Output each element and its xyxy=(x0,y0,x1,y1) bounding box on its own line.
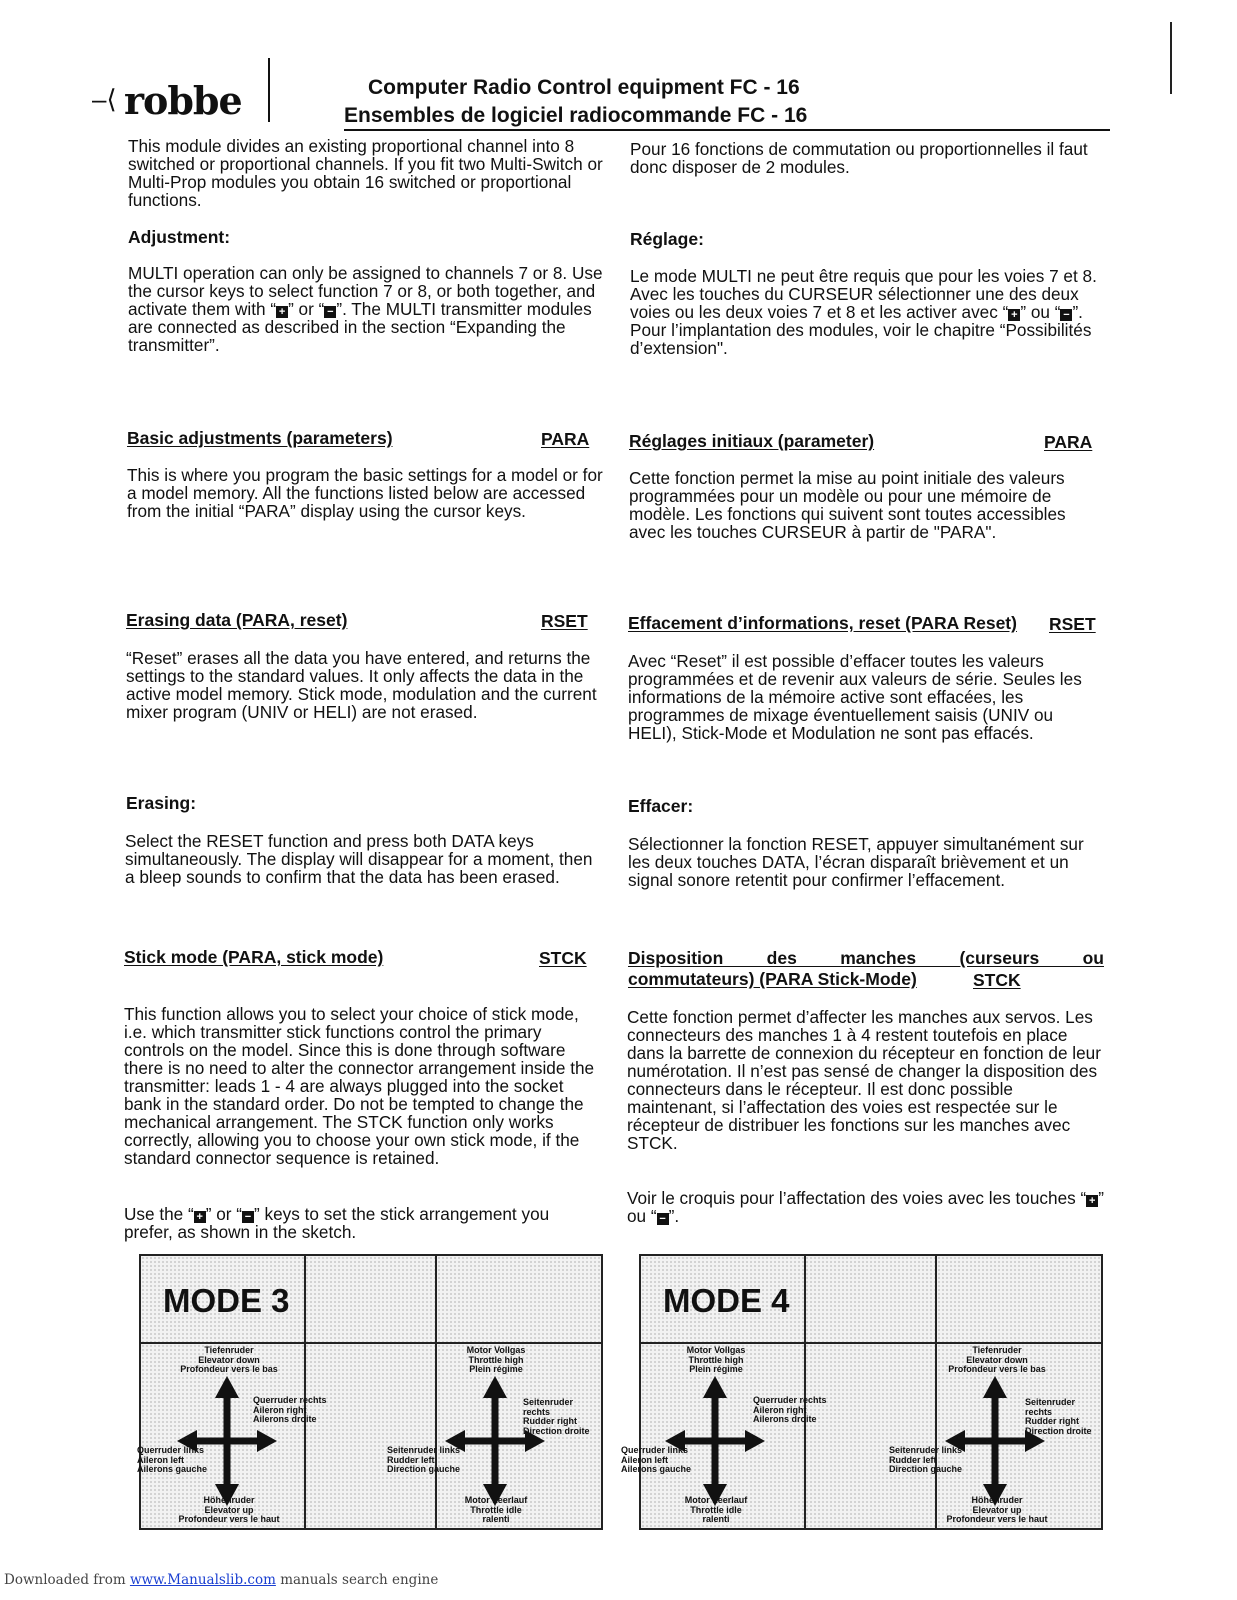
header-divider xyxy=(268,58,270,122)
header-rule xyxy=(344,129,1110,131)
en-intro: This module divides an existing proportional channel into 8 switched or proportional channels. If you fit two Multi-Switch or Multi-Prop modules you obtain 16 switched or proportional functions. xyxy=(128,136,603,210)
mode3-left-right-label: Querruder rechts Aileron right Ailerons droite xyxy=(253,1395,327,1424)
logo-mark: –⟨ xyxy=(92,84,117,114)
en-para-text: This is where you program the basic settings for a model or for a model memory. All the functions listed below are accessed from the initial “PARA” display using the cursor keys. xyxy=(127,465,603,521)
fr-effacer-text: Sélectionner la fonction RESET, appuyer simultanément sur les deux touches DATA, l’écran disparaît brièvement et un signal sonore retentit pour confirmer l’effacement. xyxy=(628,834,1084,890)
en-reset-heading: Erasing data (PARA, reset) xyxy=(126,610,348,630)
mode3-right-down-label: Motor Leerlauf Throttle idle ralenti xyxy=(464,1495,528,1524)
page-edge-mark xyxy=(1170,22,1172,94)
minus-key-icon: − xyxy=(1060,309,1072,321)
mode4-diagram xyxy=(621,1254,1103,1530)
mode4-title: MODE 4 xyxy=(663,1282,790,1319)
fr-stick-text: Cette fonction permet d’affecter les manches aux servos. Les connecteurs des manches 1 à 4 restent toutefois en place dans la barrette de connexion du récepteur en fonction de leur numérotation. Il n’est pas sensé de changer la disposition des connecteurs dans le récepteur. Il est donc possible maintenant, si l’affectation des voies est respectée sur le récepteur de distribuer les fonctions sur les manches avec STCK. xyxy=(627,1007,1101,1153)
fr-reset-text: Avec “Reset” il est possible d’effacer toutes les valeurs programmées et de revenir aux valeurs de série. Seules les informations de la mémoire active sont effacées, les programmes de mixage éventuellement saisis (UNIV ou HELI), Stick-Mode et Modulation ne sont pas effacés. xyxy=(628,651,1082,743)
minus-key-icon: − xyxy=(324,306,336,318)
mode3-left-left-label: Querruder links Aileron left Ailerons gauche xyxy=(137,1445,208,1474)
mode4-right-left-label: Seitenruder links Rudder left Direction gauche xyxy=(889,1445,963,1474)
en-use-keys-text: Use the “ + ” or “ − ” keys to set the stick arrangement you prefer, as shown in the sketch. xyxy=(124,1204,550,1242)
en-stick-code: STCK xyxy=(539,948,587,968)
fr-reglage-text: Le mode MULTI ne peut être requis que pour les voies 7 et 8. Avec les touches du CURSEUR sélectionner une des deux voies ou les deux voies 7 et 8 et les activer avec “ + ” ou “ − ”. Pour l’implantation des modules, voir le chapitre “Possibilités d’extension". xyxy=(630,266,1097,358)
en-erasing-heading: Erasing: xyxy=(126,793,197,813)
mode4-left-up-label: Motor Vollgas Throttle high Plein régime xyxy=(686,1345,746,1374)
mode4-right-right-label: Seitenruder rechts Rudder right Direction droite xyxy=(1025,1397,1092,1436)
fr-para-text: Cette fonction permet la mise au point initiale des valeurs programmées pour un modèle ou pour une mémoire de modèle. Les fonctions qui suivent sont toutes accessibles avec les touches CURSEUR à partir de "PARA". xyxy=(629,468,1066,542)
plus-key-icon: + xyxy=(276,306,288,318)
mode4-left-left-label: Querruder links Aileron left Ailerons gauche xyxy=(621,1445,692,1474)
mode4-right-stick-cross-icon xyxy=(945,1376,1045,1506)
plus-key-icon: + xyxy=(194,1211,206,1223)
mode3-left-up-label: Tiefenruder Elevator down Profondeur vers le bas xyxy=(180,1345,278,1374)
mode4-left-stick-cross-icon xyxy=(665,1376,765,1506)
fr-para-heading: Réglages initiaux (parameter) xyxy=(629,431,875,451)
fr-para-code: PARA xyxy=(1044,432,1093,452)
en-adjustment-heading: Adjustment: xyxy=(128,227,231,247)
en-stick-text: This function allows you to select your choice of stick mode, i.e. which transmitter stick functions control the primary controls on the model. Since this is done through software there is no need to alter the connector arrangement inside the transmitter: leads 1 - 4 are always plugged into the socket bank in the standard order. Do not be tempted to change the mechanical arrangement. The STCK function only works correctly, allowing you to choose your own stick mode, if the standard connector sequence is retained. xyxy=(124,1004,595,1168)
mode3-right-right-label: Seitenruder rechts Rudder right Direction droite xyxy=(523,1397,590,1436)
mode3-right-left-label: Seitenruder links Rudder left Direction gauche xyxy=(387,1445,461,1474)
plus-key-icon: + xyxy=(1086,1195,1098,1207)
download-footer: Downloaded from www.Manualslib.com manuals search engine xyxy=(4,1572,439,1588)
fr-stick-heading-line1: Disposition des manches (curseurs ou xyxy=(628,948,1104,968)
fr-stick-heading-line2: commutateurs) (PARA Stick-Mode) xyxy=(628,969,917,989)
mode3-left-down-label: Höhenruder Elevator up Profondeur vers le haut xyxy=(178,1495,280,1524)
en-para-heading: Basic adjustments (parameters) xyxy=(127,428,393,448)
en-reset-text: “Reset” erases all the data you have entered, and returns the settings to the standard values. It only affects the data in the active model memory. Stick mode, modulation and the current mixer program (UNIV or HELI) are not erased. xyxy=(126,648,597,722)
fr-voir-text: Voir le croquis pour l’affectation des voies avec les touches “ + ” ou “ − ”. xyxy=(627,1188,1104,1226)
fr-stick-code: STCK xyxy=(973,970,1021,990)
mode4-left-right-label: Querruder rechts Aileron right Ailerons droite xyxy=(753,1395,827,1424)
plus-key-icon: + xyxy=(1008,309,1020,321)
mode4-right-up-label: Tiefenruder Elevator down Profondeur vers le bas xyxy=(948,1345,1046,1374)
en-stick-heading: Stick mode (PARA, stick mode) xyxy=(124,947,384,967)
fr-effacer-heading: Effacer: xyxy=(628,796,694,816)
page-title-en: Computer Radio Control equipment FC - 16 xyxy=(368,76,800,99)
fr-intro: Pour 16 fonctions de commutation ou proportionnelles il faut donc disposer de 2 modules. xyxy=(630,139,1088,177)
minus-key-icon: − xyxy=(657,1213,669,1225)
en-adjustment-text: MULTI operation can only be assigned to channels 7 or 8. Use the cursor keys to select function 7 or 8, or both together, and activate them with “ + ” or “ − ”. The MULTI transmitter modules are connected as described in the section “Expanding the transmitter”. xyxy=(128,263,603,355)
en-para-code: PARA xyxy=(541,429,590,449)
minus-key-icon: − xyxy=(242,1211,254,1223)
mode4-right-down-label: Höhenruder Elevator up Profondeur vers le haut xyxy=(946,1495,1048,1524)
en-erasing-text: Select the RESET function and press both DATA keys simultaneously. The display will disappear for a moment, then a bleep sounds to confirm that the data has been erased. xyxy=(125,831,593,887)
fr-reset-code: RSET xyxy=(1049,614,1096,634)
robbe-logo: robbe xyxy=(124,78,242,123)
mode3-title: MODE 3 xyxy=(163,1282,290,1319)
fr-reglage-heading: Réglage: xyxy=(630,229,704,249)
fr-reset-heading: Effacement d’informations, reset (PARA Reset) xyxy=(628,613,1017,633)
mode4-left-down-label: Motor Leerlauf Throttle idle ralenti xyxy=(684,1495,748,1524)
mode3-diagram xyxy=(139,1254,603,1530)
page-title-fr: Ensembles de logiciel radiocommande FC - 16 xyxy=(344,104,808,127)
manualslib-link[interactable]: www.Manualslib.com xyxy=(129,1572,276,1588)
en-reset-code: RSET xyxy=(541,611,588,631)
mode3-right-stick-cross-icon xyxy=(445,1376,545,1506)
mode3-right-up-label: Motor Vollgas Throttle high Plein régime xyxy=(466,1345,526,1374)
